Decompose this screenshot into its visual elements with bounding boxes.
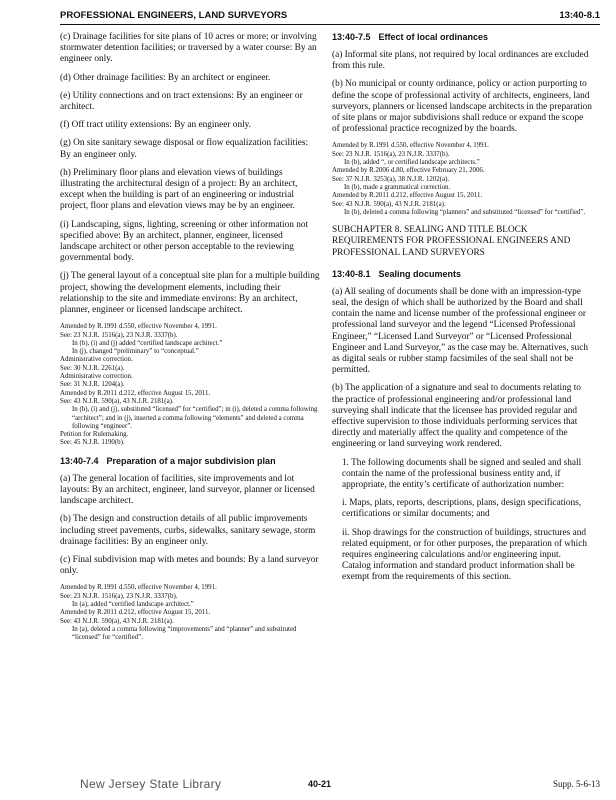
paragraph: (j) The general layout of a conceptual site plan for a multiple building project, showing the development elements, including their relationship to the site and immediate environs: By an architect, planner, engineer or licensed landscape architect. (60, 271, 320, 316)
section-paragraphs (332, 50, 592, 135)
right-column (332, 32, 592, 591)
subchapter-heading: SUBCHAPTER 8. SEALING AND TITLE BLOCK REQUIREMENTS FOR PROFESSIONAL ENGINEERS AND PROFESSIONAL LAND SURVEYORS (332, 225, 571, 258)
history-note (332, 142, 592, 217)
left-paragraphs (60, 32, 320, 316)
paragraph: (c) Drainage facilities for site plans of 10 acres or more; or involving stormwater detention facilities; or traversed by a water course: By an engineer only. (60, 32, 317, 65)
paragraph: (a) All sealing of documents shall be done with an impression-type seal, the design of which shall be authorized by the Board and shall contain the name and license number of the professional engineer or professional land surveyor and the legend “Licensed Professional Engineer,” “Licensed Land Surveyor” or “Licensed Professional Engineer and Land Surveyor,” as the case may be. Alternatives, such as digital seals or rubber stamp facsimiles of the seal shall not be permitted. (332, 286, 588, 376)
header-title: PROFESSIONAL ENGINEERS, LAND SURVEYORS (60, 10, 288, 21)
history-line: In (b), deleted a comma following “planners” and substituted “licensed” for “certified”. (344, 208, 586, 216)
history-line: In (j), changed “preliminary” to “conceptual.” (72, 348, 199, 356)
history-line: Petition for Rulemaking. (60, 431, 129, 439)
history-line: Administrative correction. (60, 356, 133, 364)
history-line: See: 30 N.J.R. 2261(a). (60, 364, 125, 372)
history-line: See: 23 N.J.R. 1516(a), 23 N.J.R. 3337(b). (60, 592, 178, 600)
sub-item: i. Maps, plats, reports, descriptions, plans, design specifications, certifications or similar documents; and (342, 498, 582, 520)
paragraph: (a) Informal site plans, not required by local ordinances are excluded from this rule. (332, 50, 589, 72)
section-number: 13:40-7.5 (332, 32, 371, 42)
section-title: Effect of local ordinances (378, 32, 489, 42)
history-line: See: 43 N.J.R. 590(a), 43 N.J.R. 2181(a). (60, 397, 174, 405)
history-line: In (a), deleted a comma following “improvements” and “planner” and substituted “licensed” for “certified”. (72, 625, 297, 642)
history-line: In (b), made a grammatical correction. (344, 183, 451, 191)
history-note (60, 584, 320, 642)
history-line: See: 23 N.J.R. 1516(a), 23 N.J.R. 3337(b). (332, 150, 450, 158)
history-line: Amended by R.1991 d.550, effective November 4, 1991. (332, 142, 489, 150)
history-line: See: 45 N.J.R. 1190(b). (60, 439, 125, 447)
history-line: Amended by R.1991 d.550, effective November 4, 1991. (60, 323, 217, 331)
numbered-item: 1. The following documents shall be signed and sealed and shall contain the name of the professional business entity and, if appropriate, the entity’s certificate of authorization number: (342, 457, 582, 490)
section-number: 13:40-8.1 (332, 268, 371, 279)
section-title: Preparation of a major subdivision plan (106, 455, 276, 466)
section-heading (60, 456, 320, 467)
running-header (60, 6, 600, 25)
library-watermark: New Jersey State Library (80, 777, 222, 791)
history-line: In (b), (i) and (j) added “certified landscape architect.” (72, 339, 223, 347)
section-heading (332, 269, 592, 280)
section-paragraphs (60, 474, 320, 578)
history-line: Amended by R.2011 d.212, effective August 15, 2011. (332, 192, 483, 200)
paragraph: (b) The application of a signature and seal to documents relating to the practice of professional engineering and/or professional land surveying shall indicate that the licensee has provided regular and effective supervision to those individuals performing services that directly and materially affect the quality and competence of the engineering or land surveying work rendered. (332, 383, 581, 450)
history-line: See: 43 N.J.R. 590(a), 43 N.J.R. 2181(a). (60, 617, 174, 625)
paragraph: (h) Preliminary floor plans and elevation views of buildings illustrating the architectural design of a project: By an architect, except when the building is part of an engineering or industrial project, floor plans and elevation views may be by an engineer. (60, 167, 298, 212)
paragraph: (d) Other drainage facilities: By an architect or engineer. (60, 72, 271, 83)
history-line: Amended by R.1991 d.550, effective November 4, 1991. (60, 584, 217, 592)
section-heading (332, 32, 592, 43)
section-number: 13:40-7.4 (60, 455, 99, 466)
paragraph: (g) On site sanitary sewage disposal or flow equalization facilities: By an engineer only. (60, 138, 309, 160)
paragraph: (i) Landscaping, signs, lighting, screening or other information not specified above: By an architect, planner, engineer, licensed landscape architect or other person acceptable to the reviewing governmental body. (60, 219, 309, 264)
section-title: Sealing documents (378, 268, 462, 279)
history-line: See: 43 N.J.R. 590(a), 43 N.J.R. 2181(a). (332, 200, 446, 208)
paragraph: (e) Utility connections and on tract extensions: By an engineer or architect. (60, 90, 303, 113)
history-line: See: 23 N.J.R. 1516(a), 23 N.J.R. 3337(b). (60, 331, 178, 339)
paragraph: (f) Off tract utility extensions: By an engineer only. (60, 120, 252, 131)
paragraph: (a) The general location of facilities, site improvements and lot layouts: By an architect, engineer, land surveyor, planner or licensed landscape architect. (60, 473, 315, 507)
history-line: Amended by R.2006 d.80, effective February 21, 2006. (332, 167, 485, 175)
history-line: See: 31 N.J.R. 1204(a). (60, 381, 125, 389)
history-line: In (a), added “certified landscape architect.” (72, 600, 194, 608)
left-column (60, 32, 320, 650)
paragraph: (b) No municipal or county ordinance, policy or action purporting to define the scope of professional activity of architects, engineers, land surveyors, planners or licensed landscape architects in the preparation of site plans or major subdivisions shall reduce or expand the scope of professional practice recognized by the boards. (332, 79, 592, 135)
section-paragraphs (332, 287, 592, 451)
history-line: In (b), added “, or certified landscape architects.” (344, 159, 480, 167)
history-line: Administrative correction. (60, 373, 133, 381)
sub-item: ii. Shop drawings for the construction of buildings, structures and related equipment, or for other purposes, the preparation of which requires engineering calculations and/or engineering input. Catalog information and standard product information shall be exempt from the requirements of this section. (342, 527, 587, 583)
paragraph: (b) The design and construction details of all public improvements including street pavements, curbs, sidewalks, sanitary sewage, storm drainage facilities: By an engineer only. (60, 514, 316, 547)
history-line: See: 37 N.J.R. 3253(a), 38 N.J.R. 1202(a). (332, 175, 450, 183)
history-line: In (b), (i) and (j), substituted “licensed” for “certified”; in (i), deleted a comma following “architect”; and in (j), inserted a comma following “elements” and deleted a comma following “engineer”. (72, 406, 318, 430)
header-section-number: 13:40-8.1 (559, 10, 600, 21)
history-line: Amended by R.2011 d.212, effective August 15, 2011. (60, 389, 211, 397)
page-footer (60, 777, 600, 795)
history-note (60, 323, 320, 447)
supplement-date: Supp. 5-6-13 (553, 779, 600, 789)
paragraph: (c) Final subdivision map with metes and bounds: By a land surveyor only. (60, 554, 319, 577)
history-line: Amended by R.2011 d.212, effective August 15, 2011. (60, 609, 211, 617)
page-number: 40-21 (308, 779, 332, 789)
